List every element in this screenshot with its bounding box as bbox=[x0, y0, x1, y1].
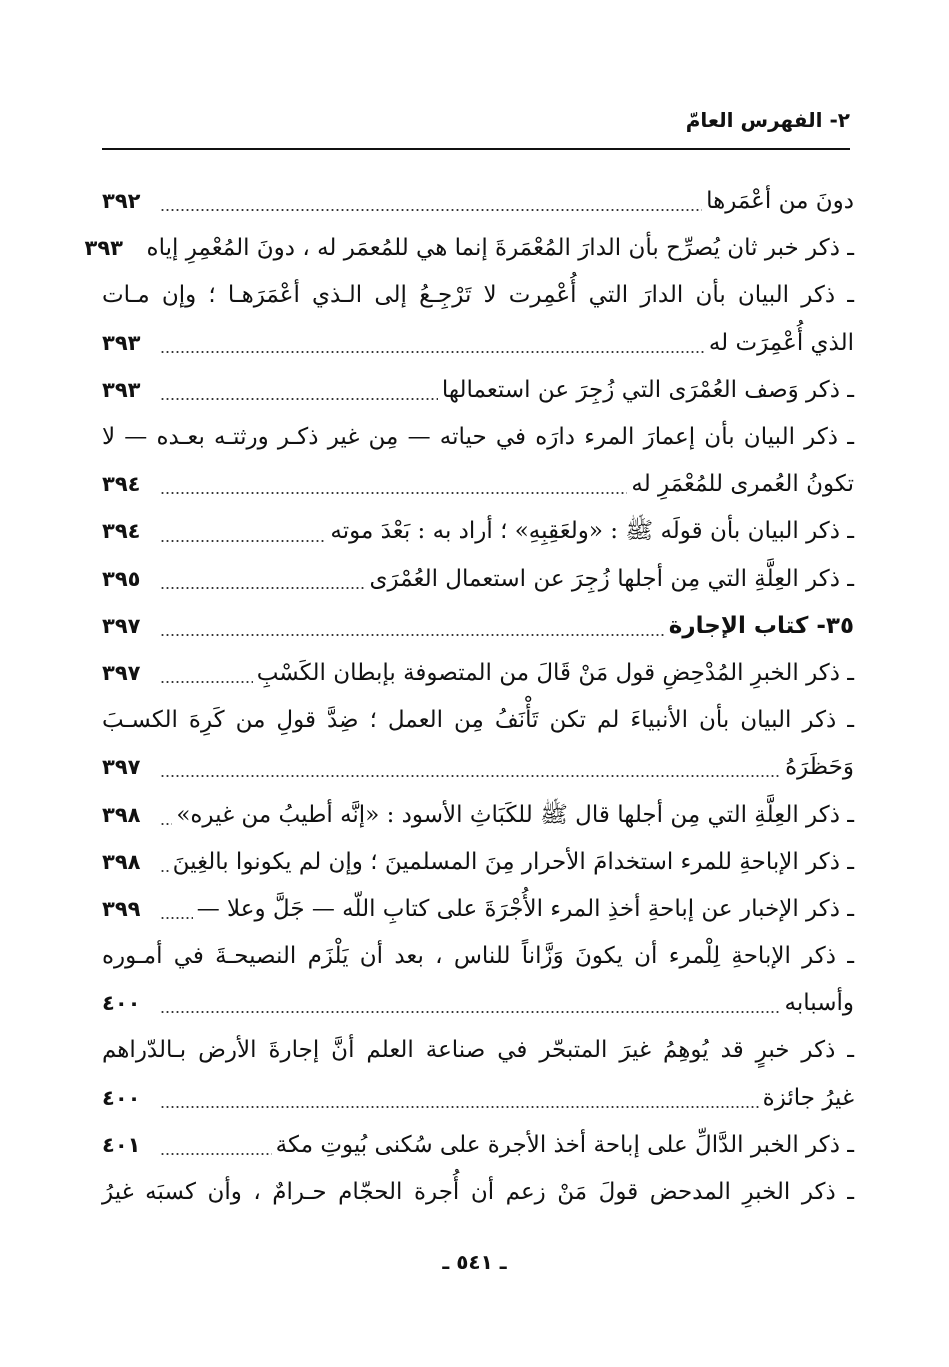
index-entries bbox=[84, 178, 854, 1216]
dot-leader bbox=[160, 681, 253, 683]
entry-page-number: ٣٩٧ bbox=[102, 755, 141, 780]
dot-leader bbox=[160, 1106, 759, 1108]
entry-page-number: ٣٩٣ bbox=[84, 236, 123, 261]
entry-text: ـ ذكر الإباحةِ لِلْمرء أن يكونَ وَزَّاناً للناس ، بعد أن يَلْزَم النصيحـةَ في أمـوره bbox=[102, 943, 854, 970]
entry-text: ـ ذكر العِلَّةِ التي مِن أجلها زُجِرَ عن استعمال العُمْرَى bbox=[369, 565, 854, 592]
chapter-heading bbox=[102, 603, 854, 650]
entry-text: ـ ذكر الإباحةِ للمرء استخدامَ الأحرار مِنَ المسلمينَ ؛ وإن لم يكونوا بالغِينَ bbox=[172, 848, 854, 875]
index-entry bbox=[102, 508, 854, 555]
entry-text: ـ ذكر خبرٍ قد يُوهِمُ غيرَ المتبحّر في صناعة العلم أنَّ إجارةَ الأرض بـالدّراهم bbox=[102, 1037, 854, 1064]
running-header bbox=[102, 104, 850, 150]
entry-text: الذي أُعْمِرَت له bbox=[708, 329, 854, 356]
index-entry bbox=[102, 1075, 854, 1122]
dot-leader bbox=[160, 870, 169, 872]
dot-leader bbox=[160, 540, 326, 542]
dot-leader bbox=[160, 1153, 272, 1155]
index-entry bbox=[102, 367, 854, 414]
dot-leader bbox=[160, 775, 781, 777]
index-entry-continued bbox=[102, 1027, 854, 1074]
entry-text: ـ ذكر العِلَّةِ التي مِن أجلها قال ﷺ للكَبَاثِ الأسود : «إنَّه أطيبُ من غيره» bbox=[176, 801, 854, 828]
entry-page-number: ٣٩٢ bbox=[102, 189, 141, 214]
entry-text: ـ ذكر البيان بأن إعمارَ المرء دارَه في حياته — مِن غير ذكـر ورثتـه بعـده — لا bbox=[102, 424, 854, 451]
entry-text: ـ ذكر الإخبار عن إباحةِ أخذِ المرء الأُجْرَةَ على كتابِ اللّه — جَلَّ وعلا — bbox=[196, 895, 854, 922]
index-entry-continued bbox=[102, 1169, 854, 1216]
entry-text: ـ ذكر وَصف العُمْرَى التي زُجِرَ عن استعمالها bbox=[441, 376, 854, 403]
entry-text: ـ ذكر البيان بأن الأنبياءَ لم تكن تَأْنَفُ مِن العمل ؛ ضِدَّ قولِ من كَرِهَ الكسـبَ bbox=[102, 707, 854, 734]
index-entry bbox=[102, 178, 854, 225]
entry-text: ـ ذكر البيان بأن قولَه ﷺ : «ولعَقِبِهِ» ؛ أراد به : بَعْدَ موته bbox=[330, 518, 854, 545]
entry-page-number: ٣٩٤ bbox=[102, 472, 141, 497]
header-title: ٢- الفهرس العامّ bbox=[685, 108, 850, 132]
dot-leader bbox=[160, 398, 438, 400]
entry-page-number: ٣٩٧ bbox=[102, 660, 141, 685]
index-entry bbox=[102, 556, 854, 603]
entry-page-number: ٣٩٩ bbox=[102, 896, 141, 921]
entry-text: وأسبابه bbox=[784, 990, 854, 1017]
index-entry bbox=[102, 320, 854, 367]
entry-text: ـ ذكر خبر ثان يُصرِّح بأن الدارَ المُعْمَرةَ إنما هي للمُعمَر له ، دونَ المُعْمِرِ إياه bbox=[146, 235, 854, 262]
index-entry bbox=[102, 980, 854, 1027]
entry-page-number: ٣٩٧ bbox=[102, 613, 141, 638]
dot-leader bbox=[160, 634, 665, 636]
index-entry bbox=[102, 886, 854, 933]
entry-text: دونَ من أعْمَرها bbox=[706, 188, 854, 215]
index-entry-continued bbox=[102, 272, 854, 319]
entry-text: غيرُ جائزة bbox=[762, 1084, 854, 1111]
dot-leader bbox=[160, 209, 702, 211]
index-entry bbox=[102, 461, 854, 508]
index-entry-continued bbox=[102, 697, 854, 744]
dot-leader bbox=[160, 587, 366, 589]
dot-leader bbox=[160, 823, 172, 825]
index-entry bbox=[102, 744, 854, 791]
entry-text: تكونُ العُمرى للمُعْمَرِ له bbox=[631, 471, 854, 498]
entry-text: ـ ذكر الخبرِ المدحض قولَ مَنْ زعم أن أُجرة الحجّام حـرامٌ ، وأن كسبَه غيرُ bbox=[102, 1179, 854, 1206]
entry-page-number: ٣٩٣ bbox=[102, 330, 141, 355]
dot-leader bbox=[160, 351, 705, 353]
dot-leader bbox=[160, 1011, 781, 1013]
index-entry bbox=[102, 839, 854, 886]
entry-page-number: ٣٩٤ bbox=[102, 519, 141, 544]
entry-page-number: ٤٠٠ bbox=[102, 991, 141, 1016]
entry-page-number: ٣٩٣ bbox=[102, 377, 141, 402]
dot-leader bbox=[160, 917, 193, 919]
entry-text: ـ ذكر الخبر الدَّالِّ على إباحة أخذ الأجرة على سُكنى بُيوتِ مكة bbox=[275, 1131, 854, 1158]
index-entry bbox=[84, 225, 854, 272]
entry-page-number: ٣٩٨ bbox=[102, 849, 141, 874]
index-entry bbox=[102, 791, 854, 838]
entry-text: وَحَظَرَهُ bbox=[785, 754, 854, 781]
index-entry bbox=[102, 650, 854, 697]
entry-page-number: ٤٠٠ bbox=[102, 1085, 141, 1110]
entry-page-number: ٤٠١ bbox=[102, 1132, 141, 1157]
index-entry-continued bbox=[102, 414, 854, 461]
index-entry bbox=[102, 1122, 854, 1169]
entry-page-number: ٣٩٥ bbox=[102, 566, 141, 591]
dot-leader bbox=[160, 492, 627, 494]
entry-text: ـ ذكر البيان بأن الدارَ التي أُعْمِرت لا تَرْجِـعُ إلى الـذي أعْمَرَهـا ؛ وإن مـات bbox=[102, 282, 854, 309]
entry-text: ـ ذكر الخبرِ المُدْحِضِ قول مَنْ قَالَ من المتصوفة بإبطان الكَسْبِ bbox=[256, 659, 854, 686]
page-number: ـ ٥٤١ ـ bbox=[442, 1250, 507, 1274]
entry-page-number: ٣٩٨ bbox=[102, 802, 141, 827]
entry-text: ٣٥- كتاب الإجارة bbox=[668, 612, 854, 639]
index-entry-continued bbox=[102, 933, 854, 980]
